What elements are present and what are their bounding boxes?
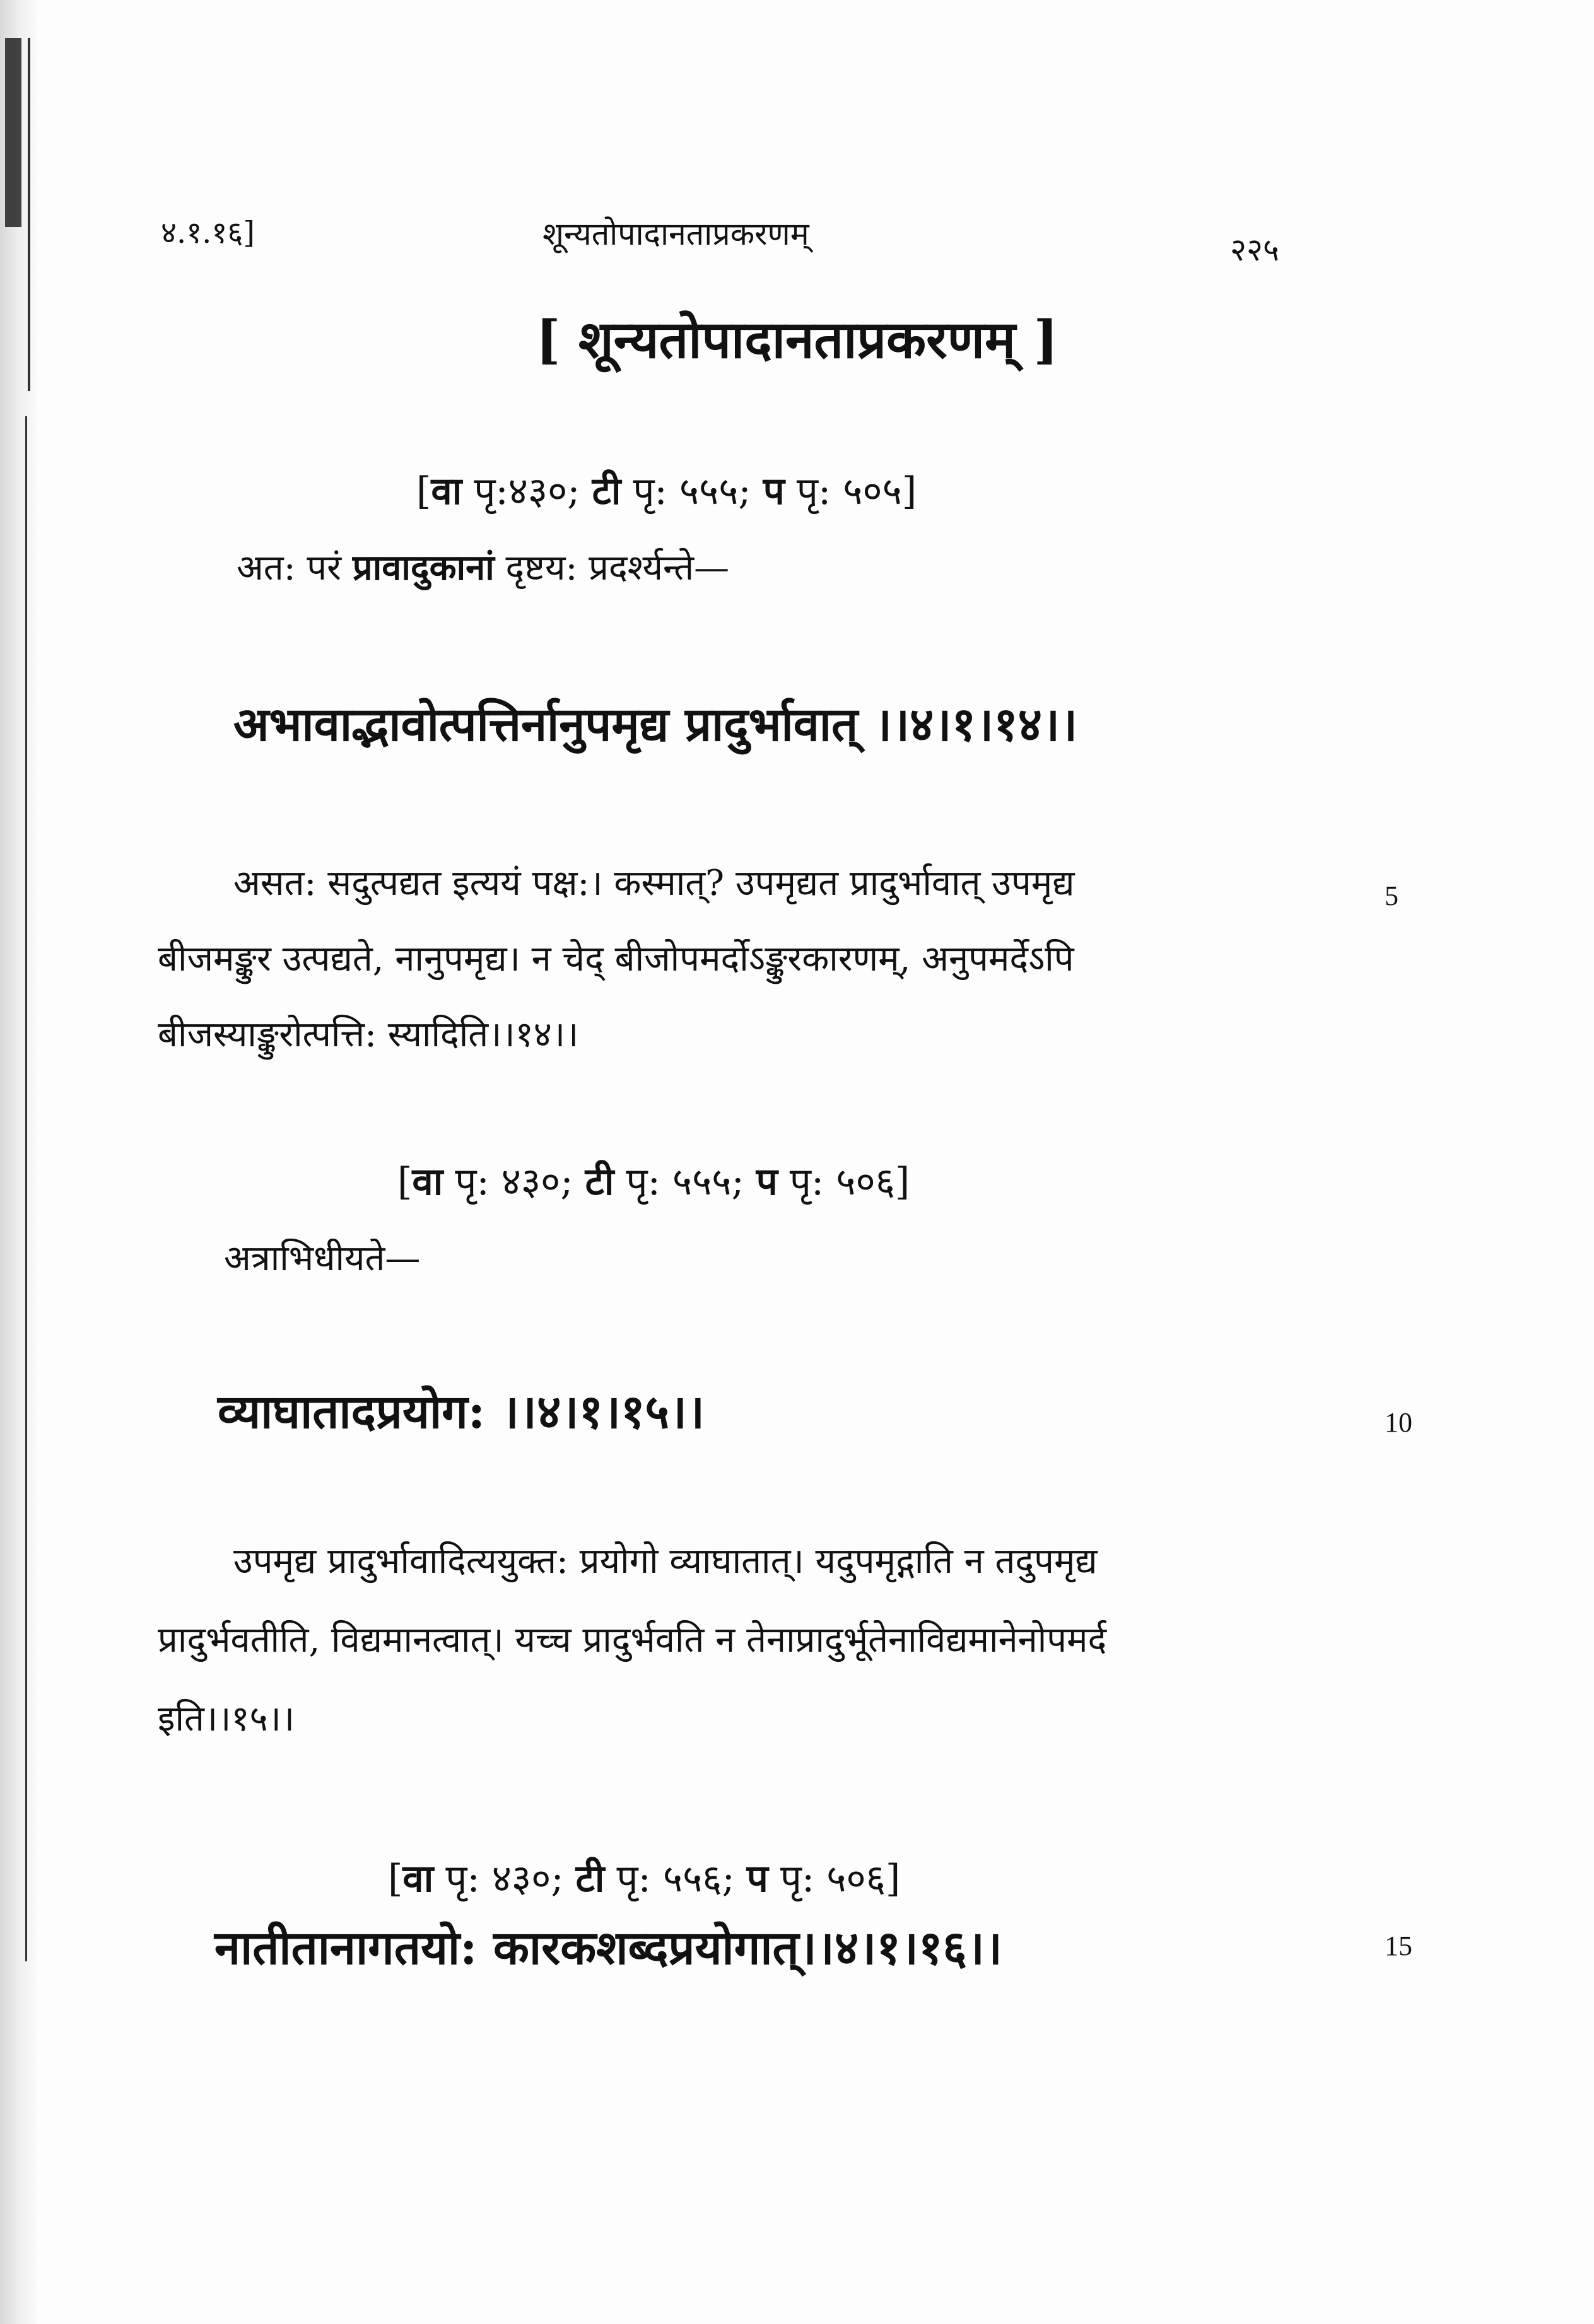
reference-va: वा bbox=[412, 1160, 443, 1204]
reference-open: [ bbox=[416, 469, 431, 513]
commentary-line: बीजमङ्कुर उत्पद्यते, नानुपमृद्य। न चेद् बीजोपमर्दोऽङ्कुरकारणम्, अनुपमर्देऽपि bbox=[158, 938, 1074, 979]
scan-edge-mark bbox=[5, 38, 21, 227]
reference-va: वा bbox=[431, 469, 462, 513]
line-number: 5 bbox=[1385, 880, 1398, 911]
commentary-line: असत: सदुत्पद्यत इत्ययं पक्ष:। कस्मात्? उपमृद्यत प्रादुर्भावात् उपमृद्य bbox=[233, 863, 1075, 904]
reference-pa: प bbox=[763, 469, 785, 513]
reference-open: [ bbox=[397, 1160, 413, 1204]
line-number: 15 bbox=[1385, 1930, 1412, 1961]
reference-ti: टी bbox=[585, 1160, 614, 1204]
intro-line: अत्राभिधीयते— bbox=[224, 1238, 421, 1279]
intro-line bbox=[237, 542, 729, 590]
reference-pa-page: पृ: ५०५] bbox=[784, 469, 917, 513]
reference-va-page: पृ: ४३०; bbox=[443, 1160, 585, 1204]
intro-text: दृष्टय: प्रदर्श्यन्ते— bbox=[494, 547, 730, 588]
reference-line bbox=[397, 1154, 910, 1206]
line-number: 10 bbox=[1385, 1407, 1412, 1438]
intro-text: अत: परं bbox=[237, 547, 353, 588]
running-head-section-number: ४.१.१६] bbox=[161, 215, 255, 250]
reference-va: वा bbox=[402, 1857, 434, 1901]
reference-pa: प bbox=[756, 1160, 778, 1204]
sutra-text: व्याघातादप्रयोग: ।।४।१।१५।। bbox=[218, 1385, 705, 1439]
running-head-title: शून्यतोपादानताप्रकरणम् bbox=[542, 216, 809, 252]
sutra-text: नातीतानागतयो: कारकशब्दप्रयोगात्।।४।१।१६।। bbox=[214, 1921, 1002, 1975]
reference-ti-page: पृ: ५५६; bbox=[604, 1857, 747, 1901]
reference-pa-page: पृ: ५०६] bbox=[777, 1160, 910, 1204]
commentary-line: इति।।१५।। bbox=[158, 1698, 295, 1739]
reference-pa-page: पृ: ५०६] bbox=[768, 1857, 901, 1901]
intro-emphasis: प्रावादुकानां bbox=[352, 547, 495, 588]
reference-ti: टी bbox=[575, 1857, 605, 1901]
scan-binding-line bbox=[25, 416, 27, 1961]
commentary-line: बीजस्याङ्कुरोत्पत्ति: स्यादिति।।१४।। bbox=[158, 1014, 579, 1055]
commentary-line: उपमृद्य प्रादुर्भावादित्ययुक्त: प्रयोगो व्याघातात्। यदुपमृद्गाति न तदुपमृद्य bbox=[233, 1541, 1098, 1582]
reference-pa: प bbox=[746, 1857, 768, 1901]
reference-line bbox=[388, 1851, 900, 1903]
sutra-text: अभावाद्भावोत्पत्तिर्नानुपमृद्य प्रादुर्भावात् ।।४।१।१४।। bbox=[233, 698, 1078, 752]
reference-open: [ bbox=[388, 1857, 403, 1901]
section-heading: [ शून्यतोपादानताप्रकरणम् ] bbox=[536, 310, 1058, 370]
reference-ti-page: पृ: ५५५; bbox=[621, 469, 763, 513]
reference-line bbox=[416, 464, 917, 515]
commentary-line: प्रादुर्भवतीति, विद्यमानत्वात्। यच्च प्रादुर्भवति न तेनाप्रादुर्भूतेनाविद्यमानेनोपमर्द bbox=[158, 1620, 1107, 1661]
page-number: २२५ bbox=[1230, 231, 1279, 268]
reference-va-page: पृ:४३०; bbox=[462, 469, 592, 513]
reference-ti: टी bbox=[592, 469, 621, 513]
reference-va-page: पृ: ४३०; bbox=[433, 1857, 576, 1901]
reference-ti-page: पृ: ५५५; bbox=[614, 1160, 756, 1204]
